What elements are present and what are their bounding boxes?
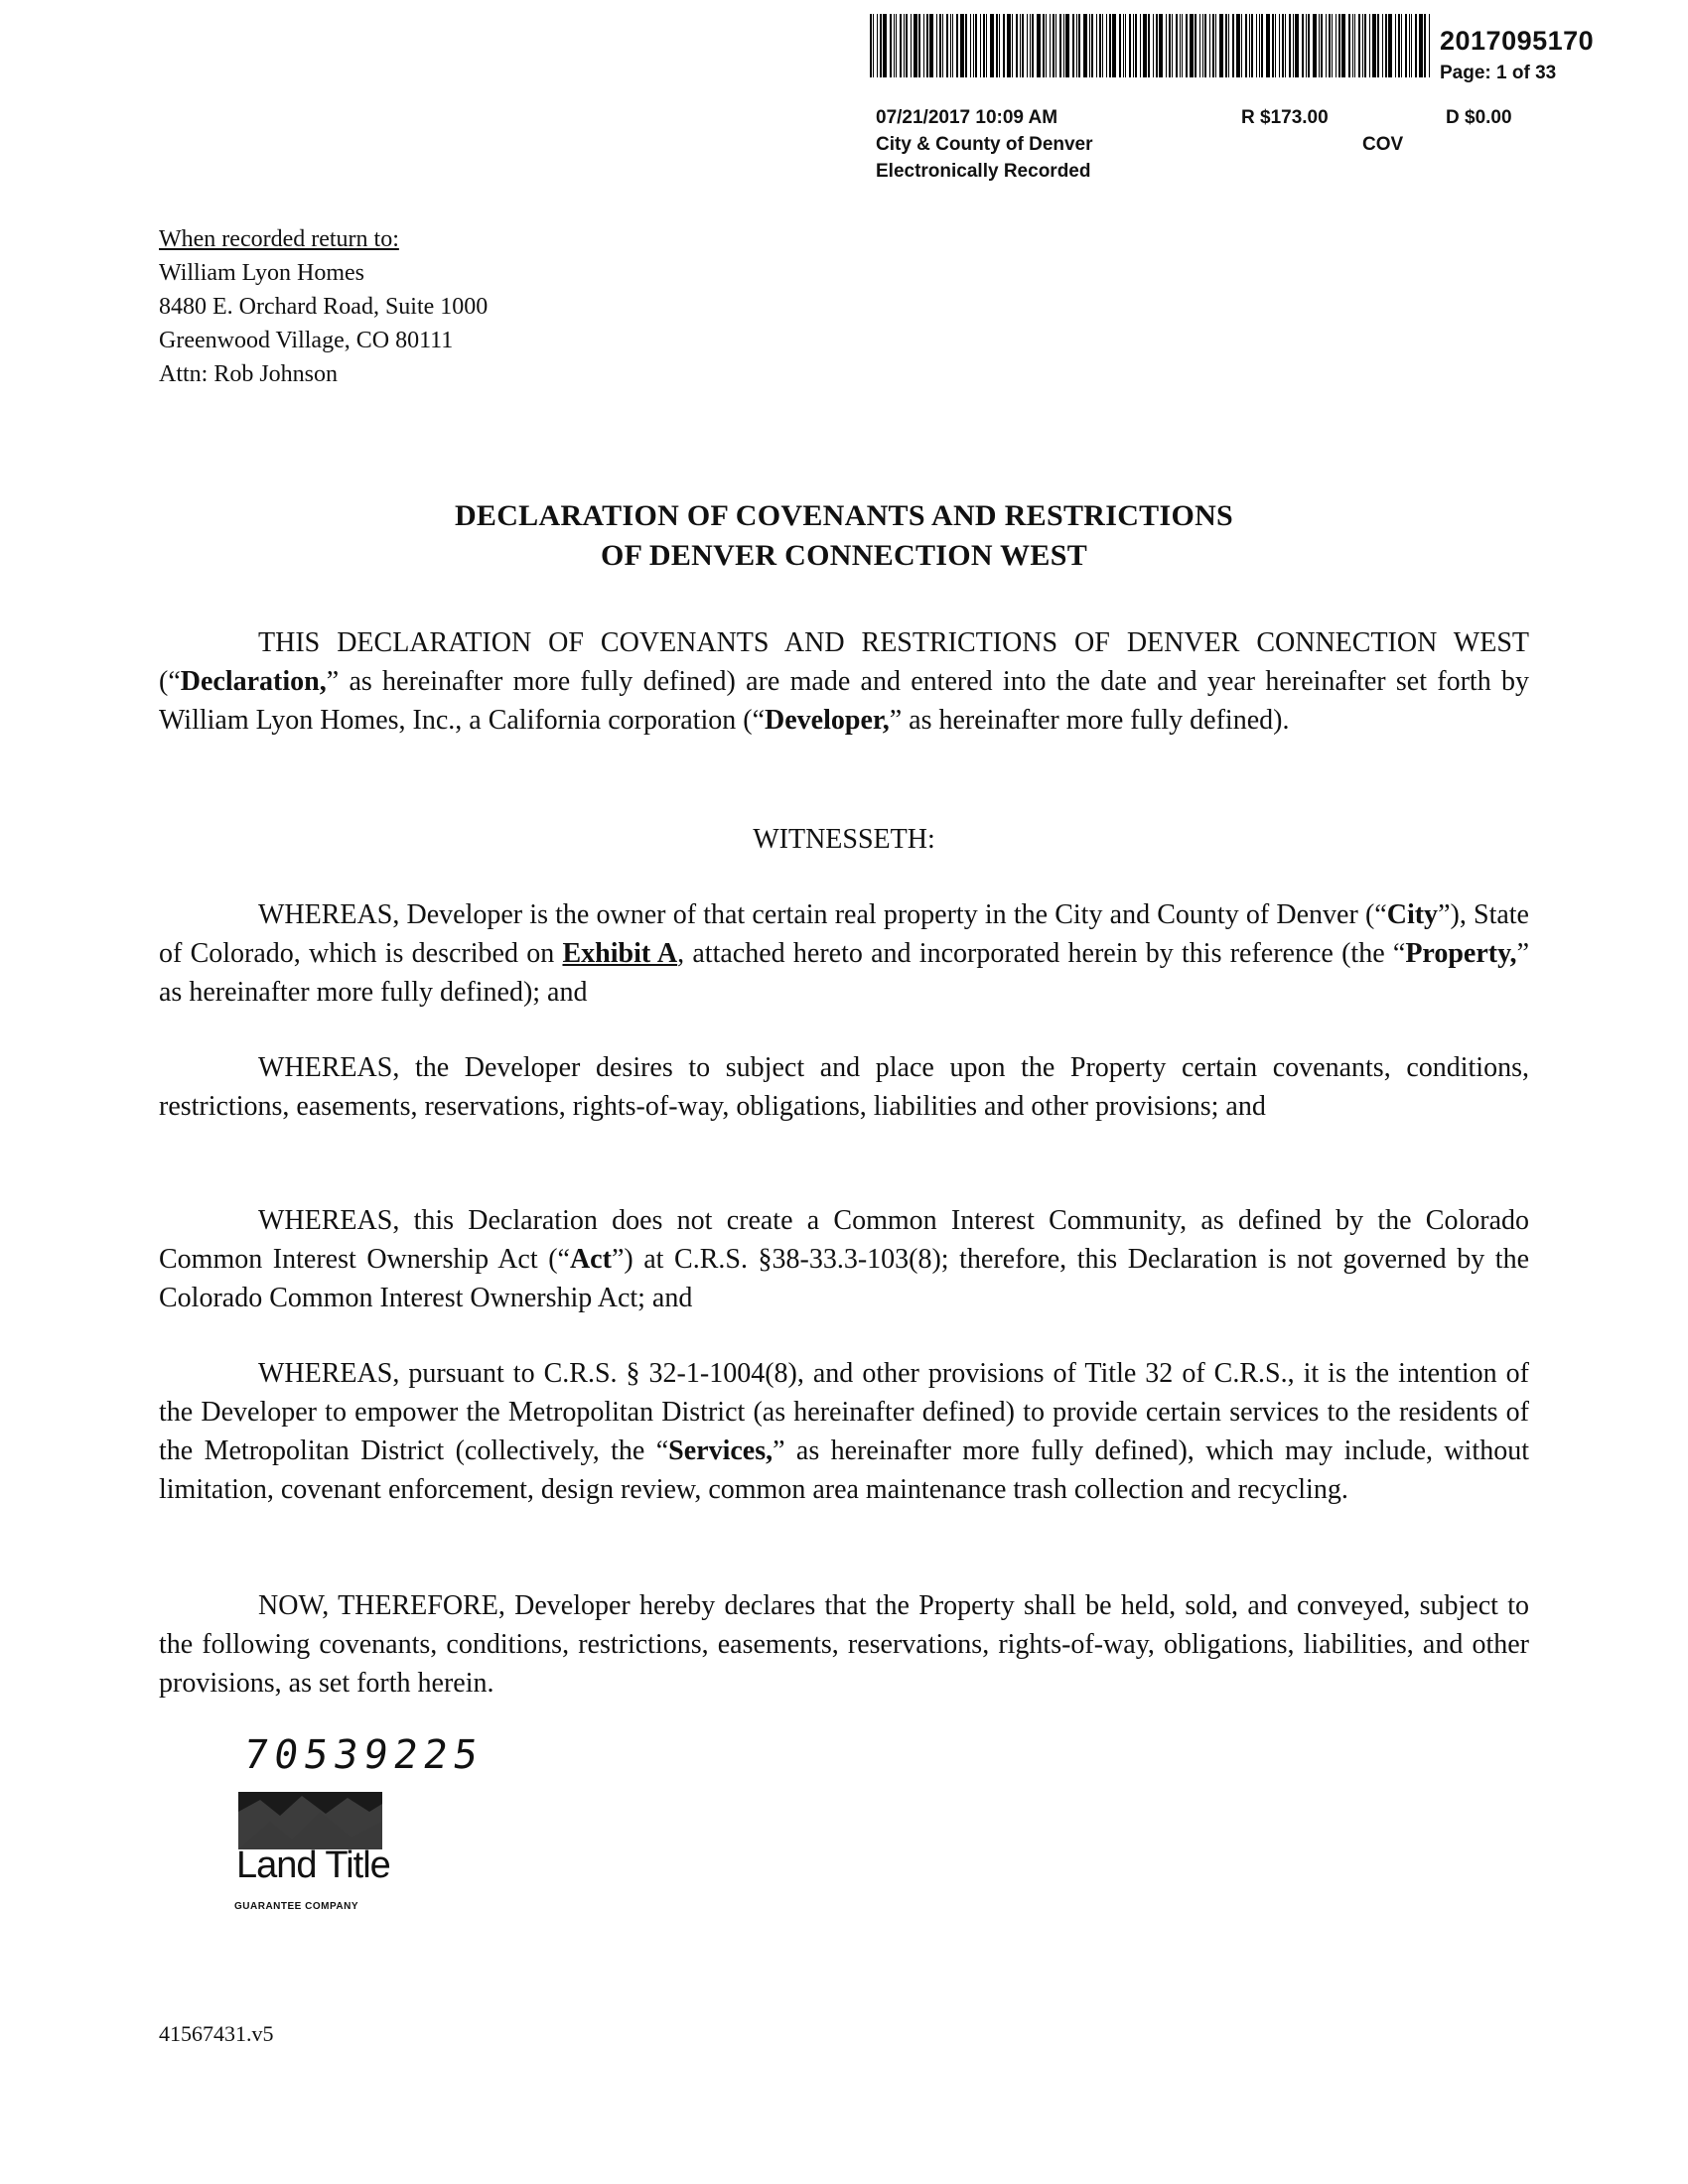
whereas-paragraph-1: WHEREAS, Developer is the owner of that certain real property in the City and County of Denver (“City”), State of Colorado, which is described on Exhibit A, attached hereto and incorporated herein by this reference (the “Property,” as hereinafter more fully defined); and xyxy=(159,899,1529,1008)
term-developer: Developer, xyxy=(765,705,890,736)
return-to-heading: When recorded return to: xyxy=(159,226,399,252)
recording-page-count: Page: 1 of 33 xyxy=(1440,63,1557,83)
return-to-line: Attn: Rob Johnson xyxy=(159,361,339,387)
recording-fee: R $173.00 xyxy=(1241,107,1329,128)
recording-doc-type: COV xyxy=(1362,134,1404,155)
term-city: City xyxy=(1386,899,1439,930)
term-services: Services, xyxy=(668,1435,774,1466)
recording-document-number: 2017095170 xyxy=(1440,26,1595,56)
term-property: Property, xyxy=(1405,938,1517,969)
exhibit-a-reference: Exhibit A xyxy=(562,938,678,969)
land-title-logo-name: Land Title xyxy=(236,1844,390,1886)
whereas-paragraph-4: WHEREAS, pursuant to C.R.S. § 32-1-1004(8), and other provisions of Title 32 of C.R.S., it is the intention of the Developer to empower the Metropolitan District (as hereinafter defined) to provide certain services to the residents of the Metropolitan District (collectively, the “Services,” as hereinafter more fully defined), which may include, without limitation, covenant enforcement, design review, common area maintenance trash collection and recycling. xyxy=(159,1358,1529,1505)
term-declaration: Declaration, xyxy=(180,666,327,697)
whereas-paragraph-2: WHEREAS, the Developer desires to subject and place upon the Property certain covenants, conditions, restrictions, easements, reservations, rights-of-way, obligations, liabilities and other provisions; and xyxy=(159,1052,1529,1122)
document-id: 41567431.v5 xyxy=(159,2021,274,2046)
now-therefore-paragraph: NOW, THEREFORE, Developer hereby declares that the Property shall be held, sold, and conveyed, subject to the following covenants, conditions, restrictions, easements, reservations, rights-of-way, obligations, liabilities, and other provisions, as set forth herein. xyxy=(159,1590,1529,1699)
document-title-line-2: OF DENVER CONNECTION WEST xyxy=(600,539,1088,572)
land-title-logo-subtitle: GUARANTEE COMPANY xyxy=(234,1901,358,1912)
whereas-paragraph-3: WHEREAS, this Declaration does not create a Common Interest Community, as defined by the Colorado Common Interest Ownership Act (“Act”) at C.R.S. §38-33.3-103(8); therefore, this Declaration is not governed by the Colorado Common Interest Ownership Act; and xyxy=(159,1205,1529,1313)
recording-datetime: 07/21/2017 10:09 AM xyxy=(876,107,1058,128)
recording-county: City & County of Denver xyxy=(876,134,1093,155)
return-to-line: 8480 E. Orchard Road, Suite 1000 xyxy=(159,294,489,320)
document-title-line-1: DECLARATION OF COVENANTS AND RESTRICTIONS xyxy=(454,499,1234,532)
documentary-fee: D $0.00 xyxy=(1446,107,1512,128)
intro-paragraph: THIS DECLARATION OF COVENANTS AND RESTRICTIONS OF DENVER CONNECTION WEST (“Declaration,” as hereinafter more fully defined) are made and entered into the date and year hereinafter set forth by William Lyon Homes, Inc., a California corporation (“Developer,” as hereinafter more fully defined). xyxy=(159,627,1529,736)
witnesseth-heading: WITNESSETH: xyxy=(753,824,935,855)
handwritten-order-number: 70539225 xyxy=(240,1732,487,1778)
return-to-line: William Lyon Homes xyxy=(159,260,365,286)
term-act: Act xyxy=(569,1244,612,1275)
barcode xyxy=(868,14,1432,77)
return-to-line: Greenwood Village, CO 80111 xyxy=(159,328,454,353)
recording-method: Electronically Recorded xyxy=(876,161,1091,182)
